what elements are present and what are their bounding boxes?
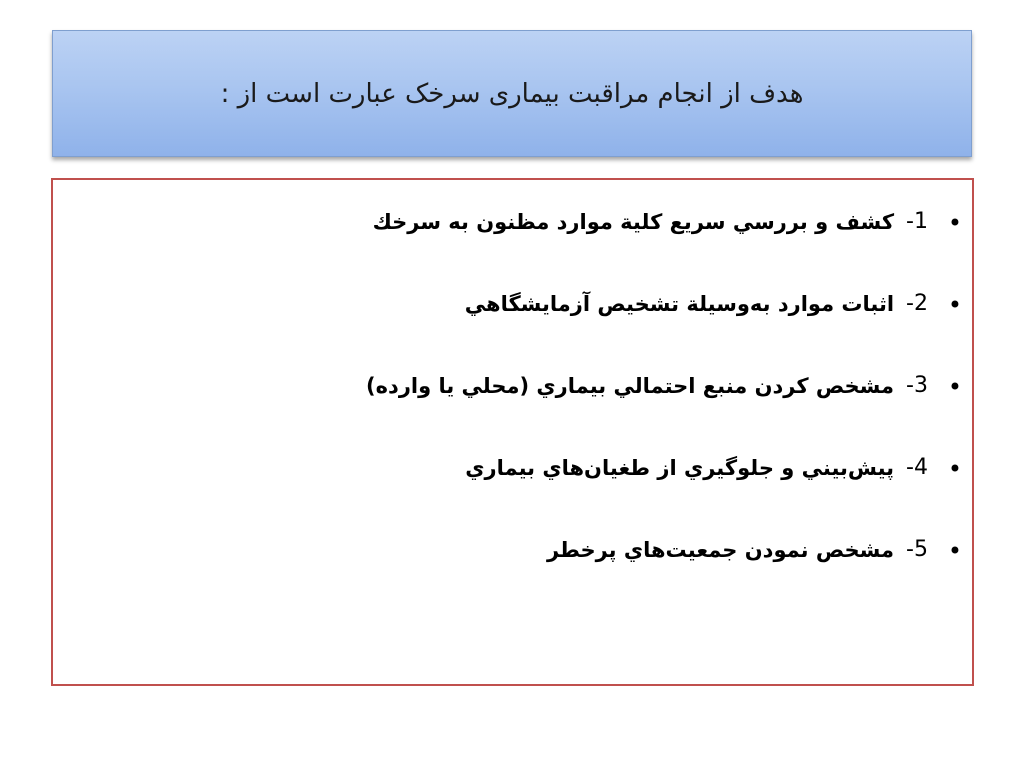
slide-title: هدف از انجام مراقبت بیماری سرخک عبارت است از :: [220, 78, 804, 109]
bullet-list: [53, 202, 972, 612]
item-number: 3-: [906, 373, 928, 398]
item-number: 5-: [906, 537, 928, 562]
list-item: [53, 448, 972, 530]
slide-title-box: [52, 30, 972, 157]
item-text: پيش‌بيني و جلوگيري از طغيان‌هاي بيماري: [465, 456, 895, 480]
item-text: کشف و بررسي سريع کلية موارد مظنون به سرخك: [372, 210, 895, 234]
list-item: [53, 284, 972, 366]
item-number: 4-: [906, 455, 928, 480]
item-text: مشخص کردن منبع احتمالي بيماري (محلي يا وارده): [366, 374, 895, 398]
item-number: 2-: [906, 291, 928, 316]
item-number: 1-: [906, 209, 928, 234]
bullet-icon: •: [947, 537, 962, 565]
bullet-icon: •: [947, 291, 962, 319]
bullet-icon: •: [947, 455, 962, 483]
bullet-icon: •: [947, 373, 962, 401]
content-box: [51, 178, 974, 686]
list-item: [53, 366, 972, 448]
list-item: [53, 530, 972, 612]
item-text: اثبات موارد به‌وسيلة تشخيص آزمايشگاهي: [464, 292, 895, 316]
list-item: [53, 202, 972, 284]
bullet-icon: •: [947, 209, 962, 237]
item-text: مشخص نمودن جمعيت‌هاي پرخطر: [546, 538, 895, 562]
